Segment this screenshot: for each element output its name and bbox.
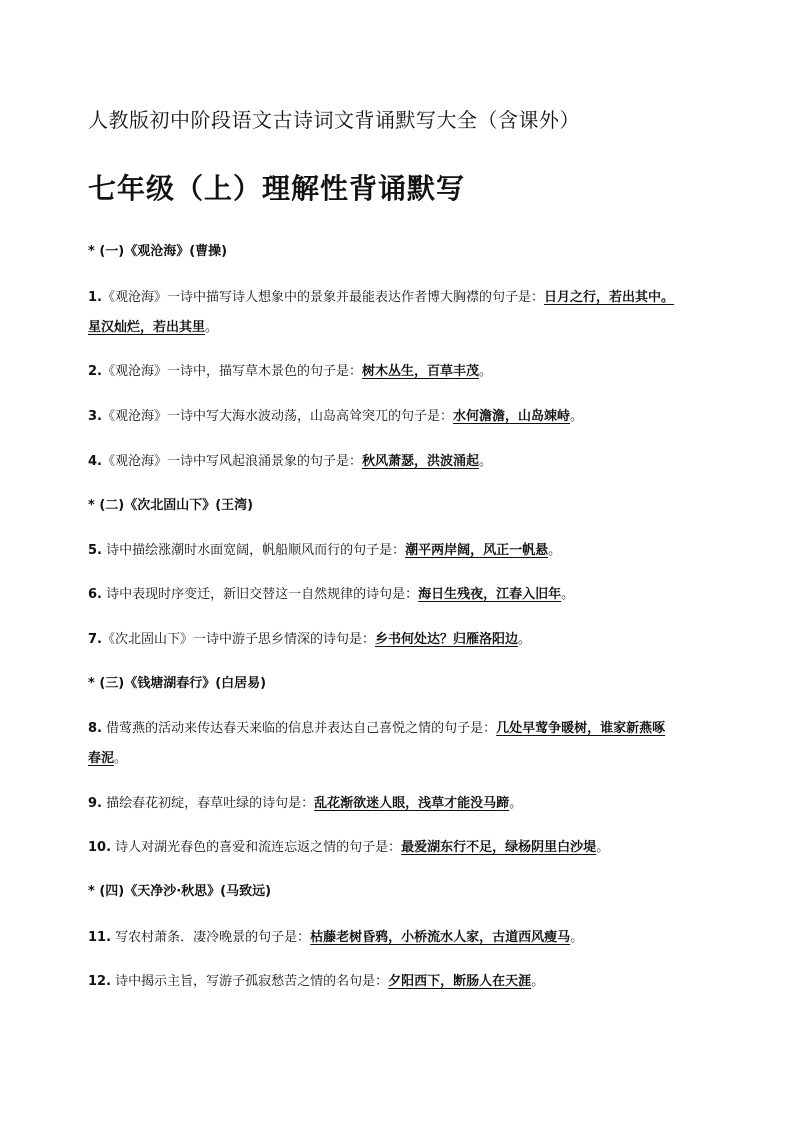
question-text: 诗中描绘涨潮时水面宽阔，帆船顺风而行的句子是： (101, 543, 406, 558)
question-item-8-continued (88, 747, 127, 766)
sentence-end: 。 (205, 320, 219, 335)
sentence-end: 。 (548, 543, 562, 558)
section-heading-2: * (二)《次北固山下》(王湾) (88, 498, 254, 513)
item-number: 12. (88, 974, 112, 989)
answer-text: 几处早莺争暖树，谁家新燕啄 (496, 721, 666, 736)
question-text: 诗中表现时序变迁，新旧交替这一自然规律的诗句是： (101, 587, 419, 602)
item-number: 11. (88, 930, 112, 945)
sentence-end: 。 (479, 454, 493, 469)
document-title: 人教版初中阶段语文古诗词文背诵默写大全（含课外） (88, 108, 580, 132)
sentence-end: 。 (570, 409, 584, 424)
answer-text: 日月之行，若出其中。 (544, 290, 675, 305)
item-number: 10. (88, 840, 112, 855)
sentence-end: 。 (518, 632, 532, 647)
question-item-3 (88, 405, 583, 424)
question-text: 《观沧海》一诗中描写诗人想象中的景象并最能表达作者博大胸襟的句子是： (101, 290, 544, 305)
question-item-4 (88, 450, 492, 469)
item-number: 3. (88, 409, 102, 424)
answer-text: 枯藤老树昏鸦，小桥流水人家，古道西风瘦马 (310, 930, 571, 945)
answer-text: 水何澹澹，山岛竦峙 (453, 409, 571, 424)
answer-text: 树木丛生，百草丰茂 (362, 364, 480, 379)
sentence-end: 。 (114, 751, 128, 766)
sentence-end: 。 (596, 840, 610, 855)
section-heading-4: * (四)《天净沙·秋思》(马致远) (88, 884, 272, 899)
question-item-6 (88, 583, 574, 602)
question-item-11 (88, 926, 583, 945)
question-text: 《观沧海》一诗中写大海水波动荡，山岛高耸突兀的句子是： (101, 409, 453, 424)
question-item-12 (88, 970, 544, 989)
question-text: 诗中揭示主旨，写游子孤寂愁苦之情的名句是： (111, 974, 389, 989)
question-text: 《观沧海》一诗中写风起浪涌景象的句子是： (101, 454, 362, 469)
item-number: 5. (88, 543, 102, 558)
question-text: 《次北固山下》一诗中游子思乡情深的诗句是： (101, 632, 375, 647)
question-item-5 (88, 539, 561, 558)
answer-text: 海日生残夜，江春入旧年 (418, 587, 562, 602)
question-item-9 (88, 792, 522, 811)
item-number: 9. (88, 796, 102, 811)
sentence-end: 。 (570, 930, 584, 945)
sentence-end: 。 (531, 974, 545, 989)
answer-text: 春泥 (88, 751, 115, 766)
question-item-8 (88, 717, 665, 736)
item-number: 2. (88, 364, 102, 379)
answer-text: 乱花渐欲迷人眼，浅草才能没马蹄 (314, 796, 510, 811)
grade-title: 七年级（上）理解性背诵默写 (88, 172, 466, 205)
question-text: 借莺燕的活动来传达春天来临的信息并表达自己喜悦之情的句子是： (101, 721, 497, 736)
item-number: 7. (88, 632, 102, 647)
item-number: 8. (88, 721, 102, 736)
item-number: 6. (88, 587, 102, 602)
answer-text: 乡书何处达？归雁洛阳边 (375, 632, 519, 647)
question-item-1-continued (88, 316, 218, 335)
answer-text: 星汉灿烂，若出其里 (88, 320, 206, 335)
question-item-10 (88, 836, 609, 855)
answer-text: 夕阳西下，断肠人在天涯 (388, 974, 532, 989)
section-heading-1: * (一)《观沧海》(曹操) (88, 244, 228, 259)
item-number: 1. (88, 290, 102, 305)
question-item-7 (88, 628, 531, 647)
question-text: 写农村萧条．凄冷晚景的句子是： (111, 930, 311, 945)
question-item-2 (88, 360, 492, 379)
answer-text: 秋风萧瑟，洪波涌起 (362, 454, 480, 469)
answer-text: 潮平两岸阔，风正一帆悬 (405, 543, 549, 558)
sentence-end: 。 (509, 796, 523, 811)
answer-text: 最爱湖东行不足，绿杨阴里白沙堤 (401, 840, 597, 855)
question-text: 诗人对湖光春色的喜爱和流连忘返之情的句子是： (111, 840, 402, 855)
sentence-end: 。 (561, 587, 575, 602)
question-text: 描绘春花初绽，春草吐绿的诗句是： (101, 796, 315, 811)
question-text: 《观沧海》一诗中，描写草木景色的句子是： (101, 364, 362, 379)
section-heading-3: * (三)《钱塘湖春行》(白居易) (88, 676, 267, 691)
question-item-1 (88, 286, 674, 305)
sentence-end: 。 (479, 364, 493, 379)
item-number: 4. (88, 454, 102, 469)
